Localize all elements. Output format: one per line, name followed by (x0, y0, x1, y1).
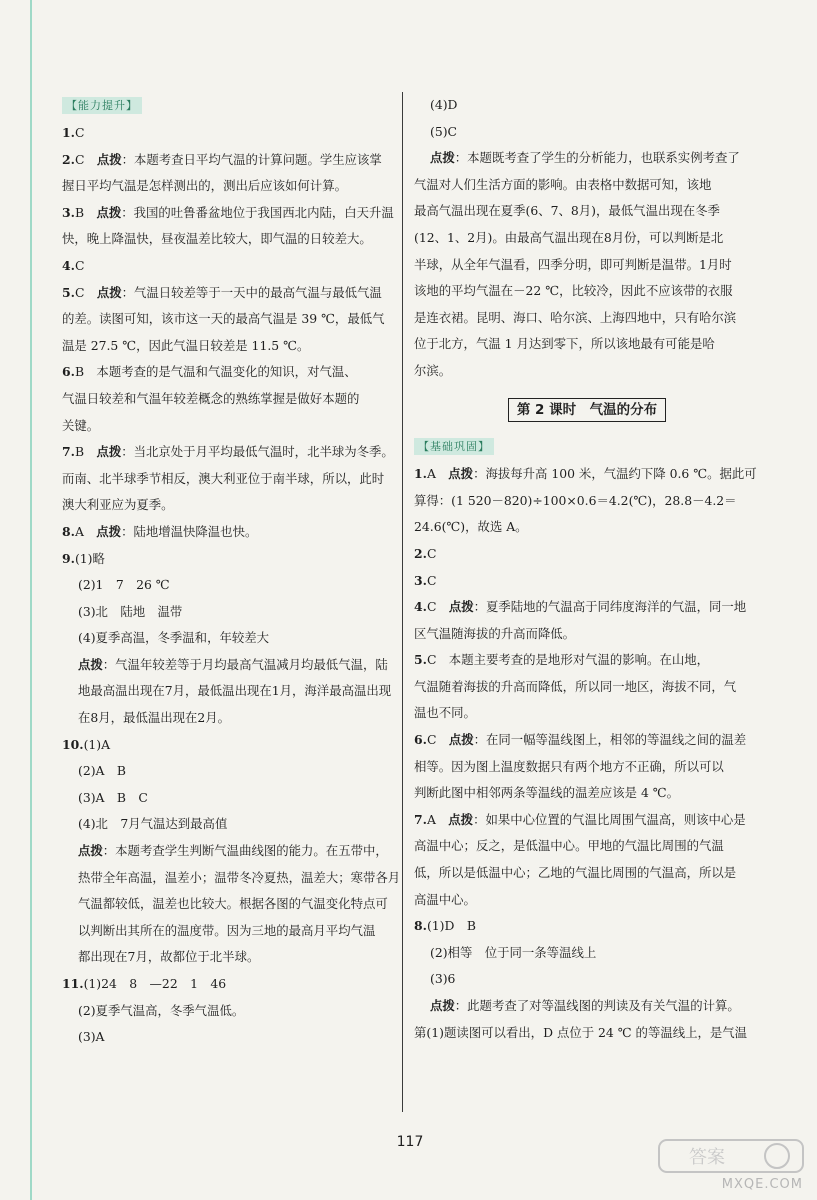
q11-note: 点拨：本题既考查了学生的分析能力，也联系实例考查了 (430, 150, 740, 166)
answer-item-line: 高温中心；反之，是低温中心。甲地的气温比周围的气温 (414, 838, 724, 854)
right-answer-list (414, 461, 760, 940)
answer-item: 8.A 点拨：陆地增温快降温也快。 (62, 523, 258, 539)
q10-note-line: 热带全年高温，温差小；温带冬冷夏热，温差大；寒带各月 (78, 869, 401, 885)
note-keyword: 点拨 (78, 843, 103, 859)
answer-item-line: 低，所以是低温中心；乙地的气温比周围的气温高，所以是 (414, 865, 737, 881)
q11-sub-5: (5)C (430, 123, 458, 139)
q11-note-body (414, 172, 760, 385)
answer-item: 1.A 点拨：海拔每升高 100 米，气温约下降 0.6 ℃。据此可 (414, 466, 757, 482)
q10-sub-4: (4)北 7月气温达到最高值 (78, 816, 228, 832)
watermark-logo-icon (657, 1136, 807, 1176)
answer-item-line: 的差。读图可知，该市这一天的最高气温是 39 ℃，最低气 (62, 311, 385, 327)
note-keyword: 点拨 (96, 204, 122, 220)
section-tag-ability: 【能力提升】 (62, 97, 142, 114)
q10-note-line: 以判断出其所在的温度带。因为三地的最高月平均气温 (78, 922, 376, 938)
note-keyword: 点拨 (96, 284, 122, 300)
answer-item-line: 24.6(℃)，故选 A。 (414, 519, 528, 535)
q9-note-line: 在8月，最低温出现在2月。 (78, 710, 231, 726)
note-keyword: 点拨 (448, 811, 474, 827)
answer-item-line: 关键。 (62, 417, 100, 433)
note-line: 位于北方，气温 1 月达到零下，所以该地最有可能是哈 (414, 336, 715, 352)
note-keyword: 点拨 (96, 523, 122, 539)
left-answer-list (62, 120, 392, 572)
answer-item-line: 气温日较差和气温年较差概念的熟练掌握是做好本题的 (62, 390, 360, 406)
q10-sub-2: (2)A B (78, 763, 126, 779)
q9-sub-3: (3)北 陆地 温带 (78, 603, 183, 619)
note-keyword: 点拨 (78, 656, 103, 672)
column-divider (402, 92, 403, 1112)
answer-item: 7.A 点拨：如果中心位置的气温比周围气温高，则该中心是 (414, 811, 746, 827)
q11-sub-3: (3)A (78, 1029, 105, 1045)
answer-item: 4.C 点拨：夏季陆地的气温高于同纬度海洋的气温，同一地 (414, 599, 747, 615)
note-keyword: 点拨 (430, 998, 455, 1013)
section-tag-basic: 【基础巩固】 (414, 438, 494, 455)
q10-item: 10.(1)A (62, 736, 111, 752)
answer-item: 1.C (62, 125, 85, 140)
answer-item-line: 温也不同。 (414, 705, 476, 721)
note-line: 尔滨。 (414, 362, 452, 378)
q11-sub-4: (4)D (430, 97, 458, 112)
q9-sub-4: (4)夏季高温，冬季温和，年较差大 (78, 630, 270, 646)
note-line: 半球，从全年气温看，四季分明，即可判断是温带。1月时 (414, 256, 732, 272)
answer-item-line: 判断此图中相邻两条等温线的温差应该是 4 ℃。 (414, 785, 680, 801)
margin-rule (30, 0, 32, 1200)
watermark-text: MXQE.COM (721, 1177, 803, 1192)
q10-note: 点拨：本题考查学生判断气温曲线图的能力。在五带中， (78, 843, 388, 859)
answer-item-line: 澳大利亚应为夏季。 (62, 497, 174, 513)
answer-item: 3.B 点拨：我国的吐鲁番盆地位于我国西北内陆，白天升温 (62, 204, 394, 220)
q8-sub-2: (2)相等 位于同一条等温线上 (430, 944, 597, 960)
note-keyword: 点拨 (448, 599, 474, 615)
left-column (62, 92, 401, 1051)
note-line: 是连衣裙。昆明、海口、哈尔滨、上海四地中，只有哈尔滨 (414, 309, 737, 325)
answer-item: 3.C (414, 572, 437, 588)
answer-item: 2.C (414, 545, 437, 561)
note-keyword: 点拨 (96, 444, 122, 460)
right-column (414, 92, 760, 1046)
answer-item-line: 气温随着海拔的升高而降低，所以同一地区，海拔不同，气 (414, 678, 737, 694)
answer-item: 8.(1)D B (414, 918, 476, 934)
answer-item-line: 而南、北半球季节相反，澳大利亚位于南半球，所以，此时 (62, 470, 385, 486)
note-keyword: 点拨 (430, 150, 455, 166)
answer-item: 4.C (62, 257, 85, 273)
q8-note-line: 第(1)题读图可以看出，D 点位于 24 ℃ 的等温线上，是气温 (414, 1024, 748, 1040)
answer-item: 6.B 本题考查的是气温和气温变化的知识，对气温、 (62, 364, 357, 380)
answer-item-line: 握日平均气温是怎样测出的，测出后应该如何计算。 (62, 178, 347, 194)
note-line: 该地的平均气温在－22 ℃，比较冷，因此不应该带的衣服 (414, 283, 733, 299)
note-line: 气温对人们生活方面的影响。由表格中数据可知，该地 (414, 176, 712, 192)
q10-note-line: 气温都较低，温差也比较大。根据各图的气温变化特点可 (78, 896, 388, 912)
answer-item-line: 高温中心。 (414, 891, 476, 907)
note-line: (12、1、2月)。由最高气温出现在8月份，可以判断是北 (414, 229, 724, 245)
q8-note: 点拨：此题考查了对等温线图的判读及有关气温的计算。 (430, 998, 740, 1013)
watermark (657, 1136, 807, 1192)
answer-item-line: 区气温随海拔的升高而降低。 (414, 625, 576, 641)
note-line: 最高气温出现在夏季(6、7、8月)，最低气温出现在冬季 (414, 203, 720, 219)
answer-item: 6.C 点拨：在同一幅等温线图上，相邻的等温线之间的温差 (414, 732, 747, 748)
q8-sub-3: (3)6 (430, 971, 456, 987)
answer-item: 2.C 点拨：本题考查日平均气温的计算问题。学生应该掌 (62, 151, 382, 167)
lesson-title: 第 2 课时 气温的分布 (414, 397, 760, 424)
answer-item: 5.C 本题主要考查的是地形对气温的影响。在山地， (414, 652, 710, 668)
answer-item: 7.B 点拨：当北京处于月平均最低气温时，北半球为冬季。 (62, 444, 394, 460)
note-keyword: 点拨 (448, 732, 474, 748)
q11-item: 11.(1)24 8 —22 1 46 (62, 976, 227, 991)
svg-text:答案: 答案 (689, 1147, 725, 1168)
note-keyword: 点拨 (448, 466, 474, 482)
q9-sub-2: (2)1 7 26 ℃ (78, 577, 170, 593)
answer-item-line: 温是 27.5 ℃，因此气温日较差是 11.5 ℃。 (62, 337, 310, 353)
q9-note-line: 地最高温出现在7月，最低温出现在1月，海洋最高温出现 (78, 683, 392, 699)
q10-sub-3: (3)A B C (78, 789, 148, 805)
answer-item: 9.(1)略 (62, 550, 105, 566)
q10-note-line: 都出现在7月，故都位于北半球。 (78, 949, 260, 965)
answer-item: 5.C 点拨：气温日较差等于一天中的最高气温与最低气温 (62, 284, 382, 300)
q9-note: 点拨：气温年较差等于月均最高气温减月均最低气温，陆 (78, 656, 388, 672)
q11-sub-2: (2)夏季气温高，冬季气温低。 (78, 1002, 245, 1018)
note-keyword: 点拨 (96, 151, 122, 167)
answer-item-line: 快，晚上降温快，昼夜温差比较大，即气温的日较差大。 (62, 231, 372, 247)
answer-item-line: 算得：(1 520－820)÷100×0.6＝4.2(℃)，28.8－4.2＝ (414, 492, 737, 508)
answer-item-line: 相等。因为图上温度数据只有两个地方不正确，所以可以 (414, 758, 724, 774)
page-number: 117 (396, 1134, 424, 1150)
